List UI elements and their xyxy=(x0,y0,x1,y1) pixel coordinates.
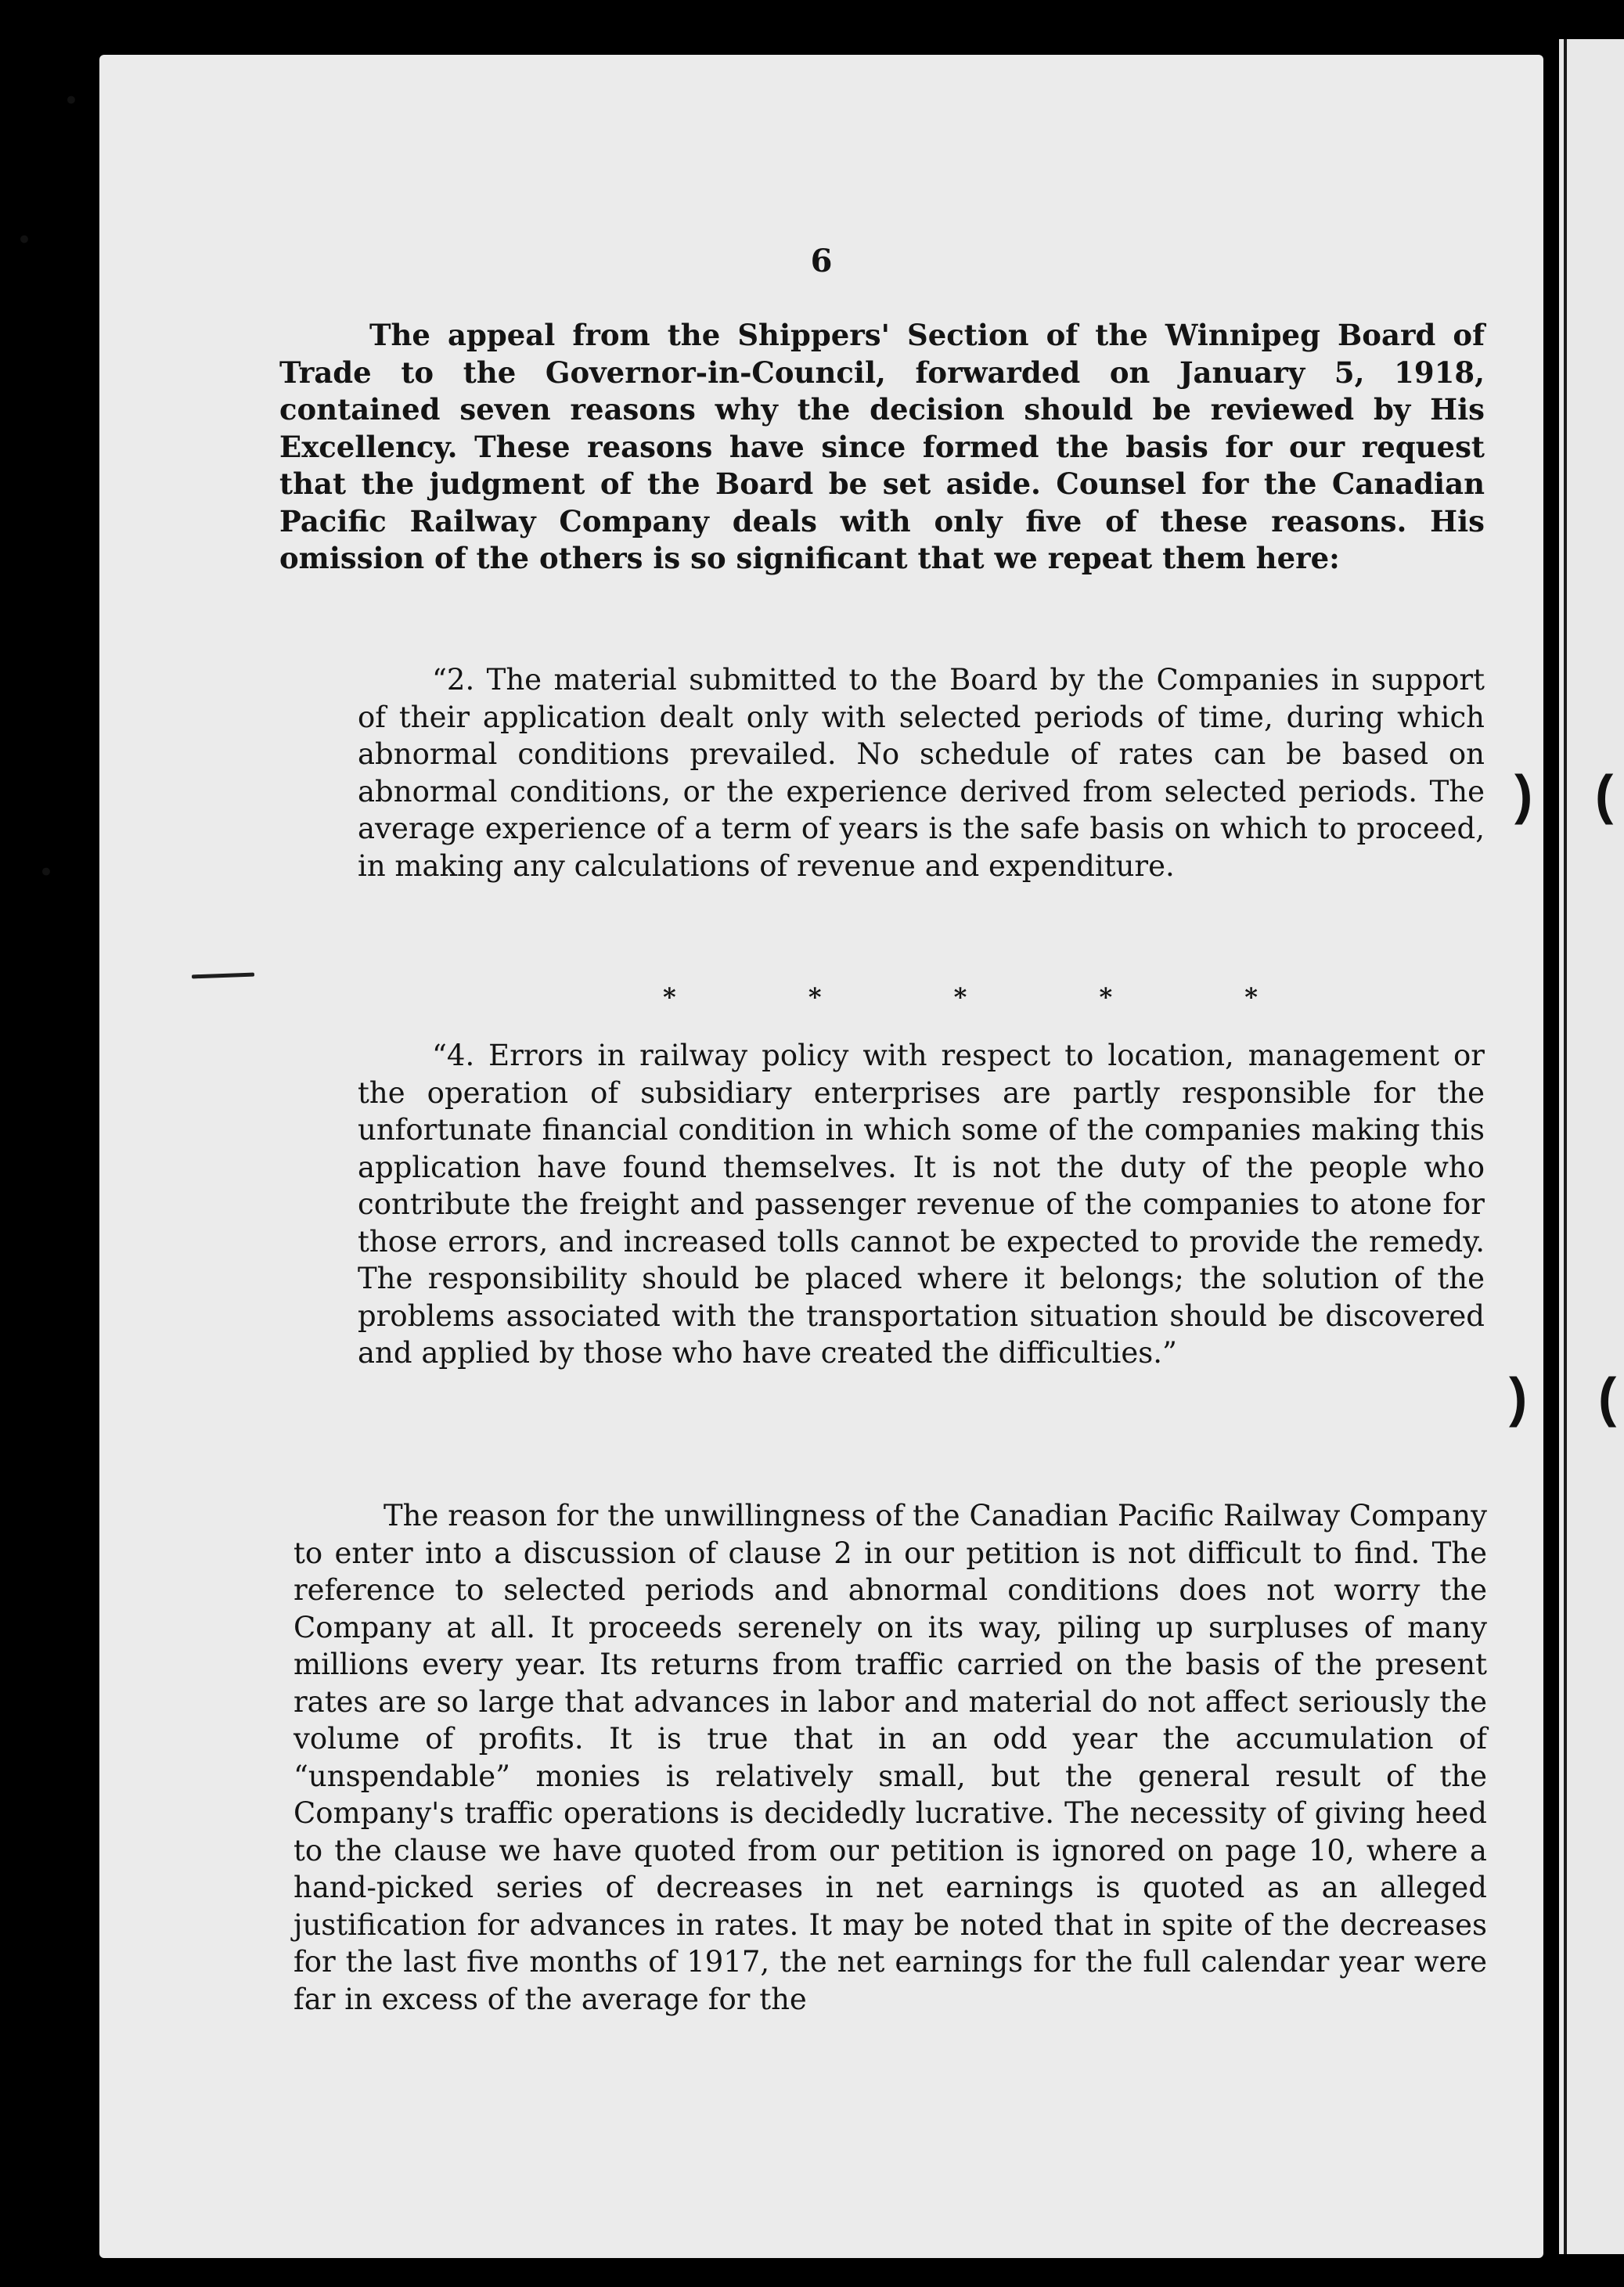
ellipsis-stars xyxy=(663,982,1258,1012)
scan-speck-icon: • xyxy=(64,88,78,113)
intro-paragraph: The appeal from the Shippers' Section of the Winnipeg Board of Trade to the Governor-in-Council, forwarded on January 5, 1918, contained seven reasons why the decision should be reviewed by His Excellency. These reasons have since formed the basis for our request that the judgment of the Board be set aside. Counsel for the Canadian Pacific Railway Company deals with only five of these reasons. His omission of the others is so significant that we repeat them here: xyxy=(279,318,1485,575)
page-edge-line xyxy=(1564,39,1567,2254)
quoted-reason-2: “2. The material submitted to the Board by the Companies in support of their application dealt only with selected periods of time, during which abnormal conditions prevailed. No schedule of rates can be based on abnormal conditions, or the experience derived from selected periods. The average experience of a term of years is the safe basis on which to proceed, in making any calculations of revenue and expenditure. xyxy=(358,663,1485,883)
document-page xyxy=(99,55,1543,2258)
star-mark: * xyxy=(808,982,822,1012)
star-mark: * xyxy=(1099,982,1113,1012)
binding-mark-icon: ( xyxy=(1595,764,1614,825)
binding-mark-icon: ( xyxy=(1598,1367,1617,1428)
scan-speck-icon: • xyxy=(17,227,31,253)
quoted-reason-4: “4. Errors in railway policy with respect to location, management or the operation of subsidiary enterprises are partly responsible for the unfortunate financial condition in which some of the companies making this application have found themselves. It is not the duty of the people who contribute the freight and passenger revenue of the companies to atone for those errors, and increased tolls cannot be expected to provide the remedy. The responsibility should be placed where it belongs; the solution of the problems associated with the transportation situation should be discovered and applied by those who have created the difficulties.” xyxy=(358,1039,1485,1370)
binding-mark-icon: ) xyxy=(1509,1367,1528,1428)
adjacent-page-edge xyxy=(1559,39,1624,2254)
body-paragraph: The reason for the unwillingness of the Canadian Pacific Railway Company to enter into a discussion of clause 2 in our petition is not difficult to find. The reference to selected periods and abnormal conditions does not worry the Company at all. It proceeds serenely on its way, piling up surpluses of many millions every year. Its returns from traffic carried on the basis of the present rates are so large that advances in labor and material do not affect seriously the volume of profits. It is true that in an odd year the accumulation of “unspendable” monies is relatively small, but the general result of the Company's traffic operations is decidedly lucrative. The necessity of giving heed to the clause we have quoted from our petition is ignored on page 10, where a hand-picked series of decreases in net earnings is quoted as an alleged justification for advances in rates. It may be noted that in spite of the decreases for the last five months of 1917, the net earnings for the full calendar year were far in excess of the average for the xyxy=(293,1499,1487,2016)
page-number: 6 xyxy=(810,243,833,279)
star-mark: * xyxy=(1244,982,1258,1012)
star-mark: * xyxy=(663,982,676,1012)
scan-speck-icon: • xyxy=(39,859,53,885)
binding-mark-icon: ) xyxy=(1514,764,1533,825)
star-mark: * xyxy=(953,982,967,1012)
